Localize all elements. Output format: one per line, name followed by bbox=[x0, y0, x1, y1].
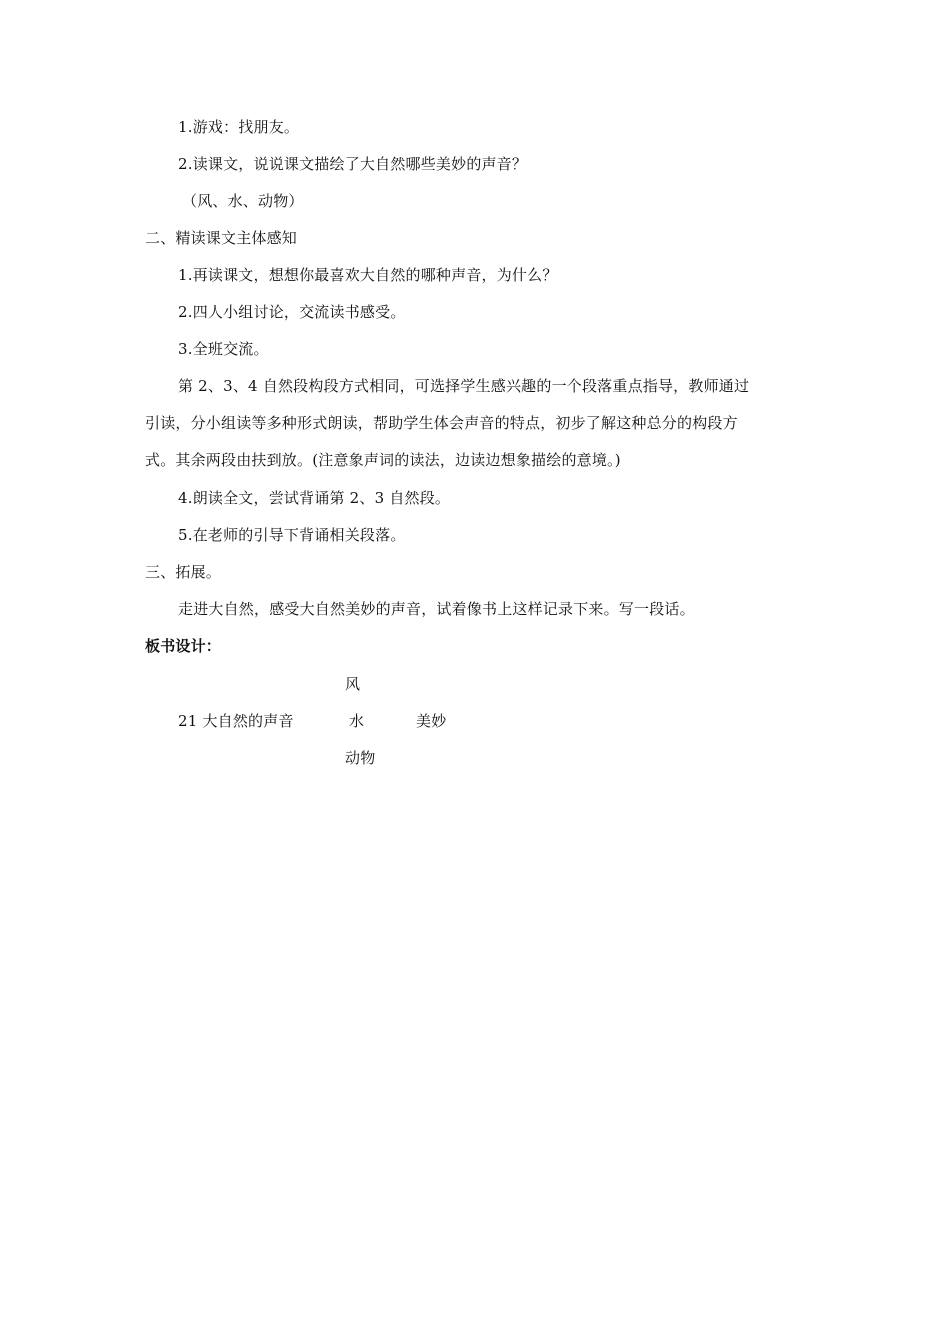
step-read-text: 2.读课文，说说课文描绘了大自然哪些美妙的声音？ bbox=[178, 155, 528, 173]
answer-note: （风、水、动物） bbox=[182, 192, 304, 210]
paragraph-line-3: 式。其余两段由扶到放。(注意象声词的读法，边读边想象描绘的意境。) bbox=[145, 451, 621, 469]
step-recite: 5.在老师的引导下背诵相关段落。 bbox=[178, 526, 406, 544]
board-title: 21 大自然的声音 bbox=[178, 712, 294, 730]
board-item-animals: 动物 bbox=[345, 749, 376, 767]
board-item-water: 水 bbox=[349, 712, 365, 730]
section-heading-3: 三、拓展。 bbox=[145, 563, 222, 581]
step-reread: 1.再读课文，想想你最喜欢大自然的哪种声音，为什么？ bbox=[178, 266, 558, 284]
section-heading-2: 二、精读课文主体感知 bbox=[145, 229, 298, 247]
step-game: 1.游戏：找朋友。 bbox=[178, 118, 300, 136]
board-design-heading: 板书设计： bbox=[145, 637, 222, 655]
board-item-beautiful: 美妙 bbox=[416, 712, 447, 730]
step-read-aloud: 4.朗读全文，尝试背诵第 2、3 自然段。 bbox=[178, 489, 451, 507]
extension-task: 走进大自然，感受大自然美妙的声音，试着像书上这样记录下来。写一段话。 bbox=[178, 600, 695, 618]
paragraph-line-2: 引读，分小组读等多种形式朗读，帮助学生体会声音的特点，初步了解这种总分的构段方 bbox=[145, 414, 738, 432]
step-group-discussion: 2.四人小组讨论，交流读书感受。 bbox=[178, 303, 406, 321]
step-class-exchange: 3.全班交流。 bbox=[178, 340, 269, 358]
paragraph-line-1: 第 2、3、4 自然段构段方式相同，可选择学生感兴趣的一个段落重点指导，教师通过 bbox=[178, 377, 750, 395]
board-item-wind: 风 bbox=[345, 675, 361, 693]
